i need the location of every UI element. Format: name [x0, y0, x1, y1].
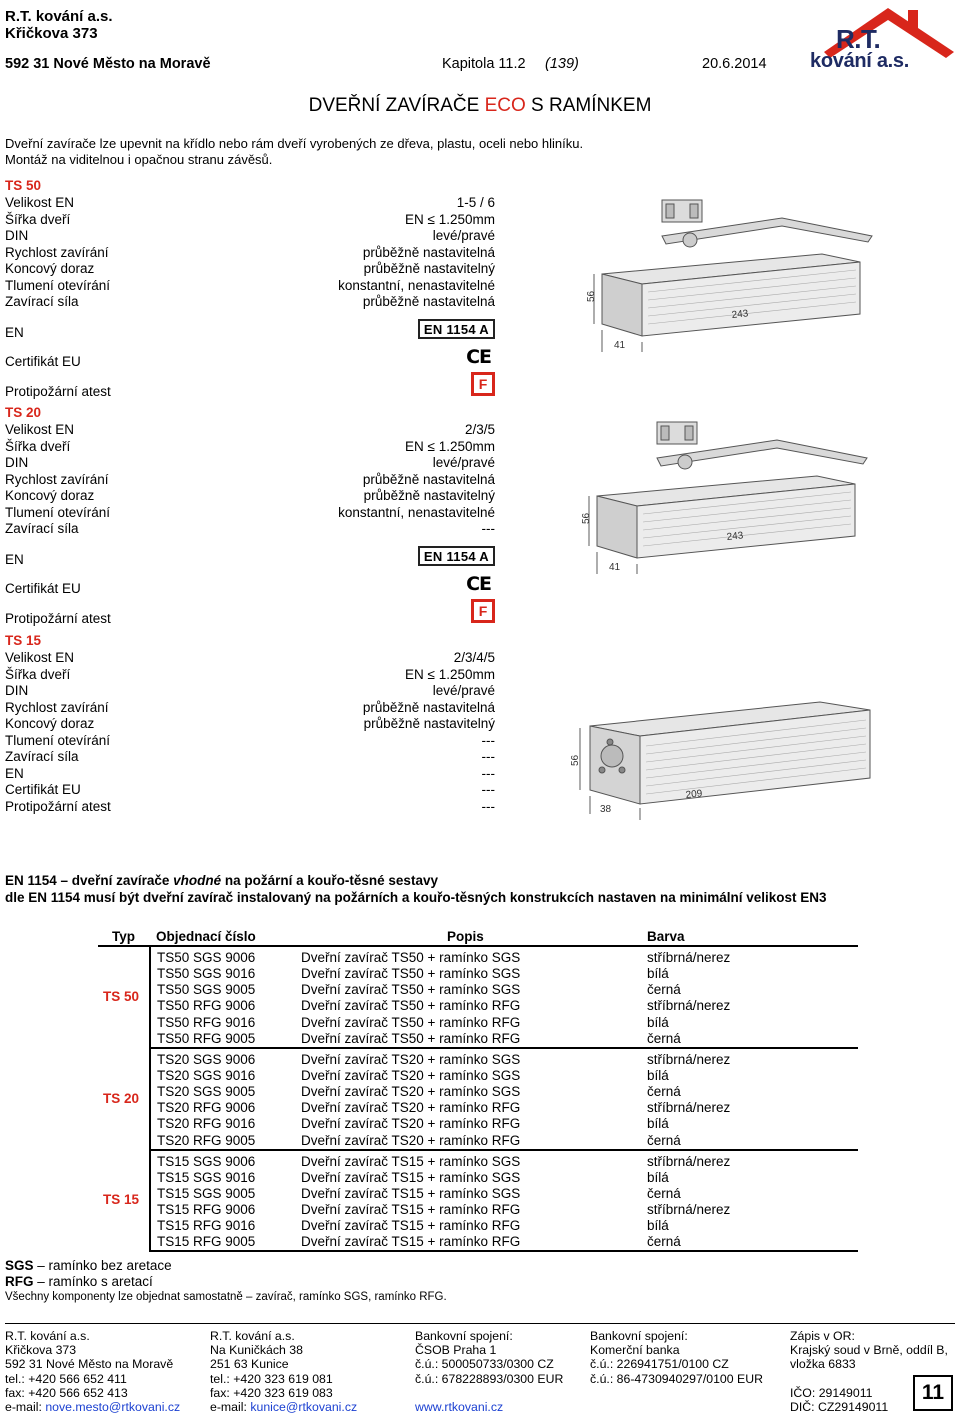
spec-row: Koncový doraz průběžně nastavitelný — [5, 261, 495, 276]
spec-ts15 — [5, 633, 495, 815]
title-highlight: ECO — [484, 95, 526, 116]
footer-col-bank-csob: Bankovní spojení: ČSOB Praha 1 č.ú.: 500050733/0300 CZ č.ú.: 678228893/0300 EUR www.rtkovani.cz — [415, 1329, 564, 1415]
footer-col-bank-kb: Bankovní spojení: Komerční banka č.ú.: 226941751/0100 CZ č.ú.: 86-4730940297/0100 EUR — [590, 1329, 763, 1386]
logo-text-rt: R.T. — [836, 24, 881, 54]
spec-row: Protipožární atest --- — [5, 798, 495, 814]
email-link-nove-mesto[interactable]: nove.mesto@rtkovani.cz — [45, 1400, 181, 1415]
dim-length-label: 209 — [685, 788, 703, 801]
table-row: TS20 RFG 9005 Dveřní zavírač TS20 + ramínko RFG černá — [98, 1133, 858, 1150]
spec-row: Tlumení otevírání --- — [5, 732, 495, 748]
col-type: Typ — [98, 928, 150, 946]
spec-heading: TS 50 — [5, 178, 42, 193]
spec-row: Tlumení otevírání konstantní, nenastavitelné — [5, 277, 495, 293]
table-header-row — [98, 928, 858, 946]
spec-ts50 — [5, 178, 495, 400]
website-link[interactable]: www.rtkovani.cz — [415, 1400, 504, 1415]
email-link-kunice[interactable]: kunice@rtkovani.cz — [250, 1400, 358, 1415]
table-row: TS 50 TS50 SGS 9006 Dveřní zavírač TS50 + ramínko SGS stříbrná/nerez — [98, 946, 858, 966]
spec-row: Šířka dveří EN ≤ 1.250mm — [5, 211, 495, 227]
spec-row: EN --- — [5, 765, 495, 781]
company-street: Křičkova 373 — [5, 25, 98, 42]
spec-ts20 — [5, 405, 495, 627]
table-row: TS 20 TS20 SGS 9006 Dveřní zavírač TS20 + ramínko SGS stříbrná/nerez — [98, 1048, 858, 1068]
group-ts15: TS 15 — [98, 1150, 150, 1252]
spec-row: Koncový doraz průběžně nastavitelný — [5, 716, 495, 731]
door-closer-ts50-drawing — [582, 196, 882, 356]
table-row: TS15 RFG 9005 Dveřní zavírač TS15 + ramínko RFG černá — [98, 1234, 858, 1251]
table-row: TS50 RFG 9005 Dveřní zavírač TS50 + ramínko RFG černá — [98, 1031, 858, 1048]
fire-rating-icon: F — [471, 599, 495, 623]
table-row: TS15 RFG 9016 Dveřní zavírač TS15 + ramínko RFG bílá — [157, 1218, 669, 1234]
legend-all-components: Všechny komponenty lze objednat samostatně – zavírač, ramínko SGS, ramínko RFG. — [5, 1291, 447, 1303]
spec-row: Rychlost zavírání průběžně nastavitelná — [5, 244, 495, 260]
en1154-note-line-2: dle EN 1154 musí být dveřní zavírač instalovaný na požárních a kouřo-těsných konstrukcích nastaven na minimální velikost EN3 — [5, 890, 827, 905]
company-name: R.T. kování a.s. — [5, 8, 113, 25]
title-after: S RAMÍNKEM — [525, 95, 652, 116]
table-row: TS15 RFG 9006 Dveřní zavírač TS15 + ramínko RFG stříbrná/nerez — [157, 1201, 731, 1217]
spec-row: Certifikát EU --- — [5, 782, 495, 797]
ce-mark-icon: CE — [466, 345, 491, 368]
spec-heading: TS 15 — [5, 633, 42, 648]
company-city: 592 31 Nové Město na Moravě — [5, 56, 211, 72]
dim-height-label: 56 — [586, 290, 597, 302]
dim-depth-label: 38 — [600, 804, 612, 815]
col-order-number: Objednací číslo — [150, 928, 293, 946]
dim-height-label: 56 — [570, 754, 581, 766]
footer-col-kunice: R.T. kování a.s. Na Kuničkách 38 251 63 Kunice tel.: +420 323 619 081 fax: +420 323 619 083 e-mail: kunice@rtkovani.cz — [210, 1329, 358, 1415]
spec-row-cert: Certifikát EU CE — [5, 572, 491, 596]
table-row: TS20 RFG 9016 Dveřní zavírač TS20 + ramínko RFG bílá — [157, 1116, 669, 1132]
spec-row: Zavírací síla průběžně nastavitelná — [5, 294, 495, 309]
group-ts50: TS 50 — [98, 946, 150, 1048]
spec-row-fire: Protipožární atest F — [5, 598, 495, 627]
table-row: TS15 SGS 9016 Dveřní zavírač TS15 + ramínko SGS bílá — [157, 1169, 669, 1185]
door-closer-ts20-drawing — [577, 418, 877, 578]
spec-row: Velikost EN 1-5 / 6 — [5, 195, 495, 210]
spec-row: DIN levé/pravé — [5, 228, 495, 243]
dim-height-label: 56 — [581, 512, 592, 524]
spec-row: Koncový doraz průběžně nastavitelný — [5, 488, 495, 503]
spec-heading: TS 20 — [5, 405, 42, 420]
table-row: TS20 SGS 9016 Dveřní zavírač TS20 + ramínko SGS bílá — [157, 1067, 669, 1083]
header-row — [5, 56, 795, 72]
company-address — [5, 8, 113, 42]
title-before: DVEŘNÍ ZAVÍRAČE — [308, 95, 485, 116]
spec-row-en: EN EN 1154 A — [5, 319, 495, 345]
header-date: 20.6.2014 — [702, 56, 767, 72]
spec-row-en: EN EN 1154 A — [5, 546, 495, 572]
dim-length-label: 243 — [731, 308, 749, 321]
dim-length-label: 243 — [726, 530, 744, 543]
legend-rfg: RFG – ramínko s aretací — [5, 1274, 153, 1289]
table-row: TS50 SGS 9016 Dveřní zavírač TS50 + ramínko SGS bílá — [157, 966, 669, 982]
order-table — [98, 928, 858, 1252]
footer-col-registry: Zápis v OR: Krajský soud v Brně, oddíl B, vložka 6833 IČO: 29149011 DIČ: CZ29149011 — [790, 1329, 948, 1415]
spec-row-fire: Protipožární atest F — [5, 371, 495, 400]
table-row: TS20 RFG 9006 Dveřní zavírač TS20 + ramínko RFG stříbrná/nerez — [157, 1100, 731, 1116]
dim-depth-label: 41 — [609, 562, 621, 573]
spec-row: Rychlost zavírání průběžně nastavitelná — [5, 699, 495, 715]
footer-divider — [5, 1323, 955, 1324]
table-row: TS50 RFG 9016 Dveřní zavírač TS50 + ramínko RFG bílá — [157, 1014, 669, 1030]
spec-row: DIN levé/pravé — [5, 455, 495, 470]
fire-rating-icon: F — [471, 372, 495, 396]
group-ts20: TS 20 — [98, 1048, 150, 1150]
col-description: Popis — [293, 928, 641, 946]
footer-col-nove-mesto: R.T. kování a.s. Křičkova 373 592 31 Nové Město na Moravě tel.: +420 566 652 411 fax: +420 566 652 413 e-mail: nove.mesto@rtkovani.cz — [5, 1329, 181, 1415]
spec-row: Velikost EN 2/3/5 — [5, 422, 495, 437]
spec-row: Velikost EN 2/3/4/5 — [5, 650, 495, 665]
ce-mark-icon: CE — [466, 572, 491, 595]
page-number: 11 — [913, 1375, 953, 1411]
logo-text-kovani: kování a.s. — [810, 50, 909, 72]
en1154-badge-icon: EN 1154 A — [418, 546, 495, 566]
intro-line-1: Dveřní zavírače lze upevnit na křídlo nebo rám dveří vyrobených ze dřeva, plastu, oceli nebo hliníku. — [5, 136, 584, 151]
intro-text — [5, 136, 725, 168]
en1154-note-line-1: EN 1154 – dveřní zavírače vhodné na požární a kouřo-těsné sestavy — [5, 873, 438, 888]
door-closer-ts15-drawing — [560, 686, 890, 826]
table-row: TS15 SGS 9005 Dveřní zavírač TS15 + ramínko SGS černá — [157, 1185, 681, 1201]
spec-row: Tlumení otevírání konstantní, nenastavitelné — [5, 504, 495, 520]
spec-row: DIN levé/pravé — [5, 683, 495, 698]
spec-row: Šířka dveří EN ≤ 1.250mm — [5, 438, 495, 454]
dim-depth-label: 41 — [614, 340, 626, 351]
chapter: Kapitola 11.2 — [442, 56, 526, 72]
table-row: TS50 RFG 9006 Dveřní zavírač TS50 + ramínko RFG stříbrná/nerez — [157, 998, 731, 1014]
table-row: TS20 SGS 9005 Dveřní zavírač TS20 + ramínko SGS černá — [157, 1084, 681, 1100]
page-title — [0, 95, 960, 117]
en1154-badge-icon: EN 1154 A — [418, 319, 495, 339]
spec-row: Šířka dveří EN ≤ 1.250mm — [5, 666, 495, 682]
table-row: TS 15 TS15 SGS 9006 Dveřní zavírač TS15 + ramínko SGS stříbrná/nerez — [98, 1150, 858, 1170]
table-row: TS50 SGS 9005 Dveřní zavírač TS50 + ramínko SGS černá — [157, 982, 681, 998]
spec-row: Rychlost zavírání průběžně nastavitelná — [5, 471, 495, 487]
company-logo — [806, 6, 954, 74]
legend-sgs: SGS – ramínko bez aretace — [5, 1258, 172, 1273]
spec-row: Zavírací síla --- — [5, 749, 495, 764]
intro-line-2: Montáž na viditelnou i opačnou stranu závěsů. — [5, 152, 273, 167]
col-color: Barva — [641, 928, 858, 946]
page-ref: (139) — [545, 56, 579, 72]
spec-row: Zavírací síla --- — [5, 521, 495, 536]
spec-row-cert: Certifikát EU CE — [5, 345, 491, 369]
